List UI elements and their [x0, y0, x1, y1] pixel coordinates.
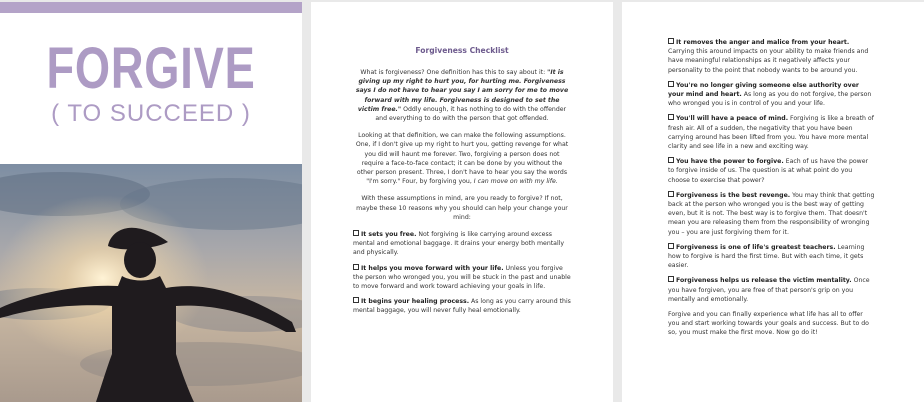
reason-text: Carrying this around impacts on your ability to make friends and have meaningful relationships as it negatively affects your personality to the point that nobody wants to be around you.	[668, 48, 869, 74]
reason-text: As long as you carry around this mental baggage, you will never fully heal emotionally.	[353, 298, 571, 315]
checkbox-icon[interactable]	[353, 297, 359, 303]
cover-top-band	[0, 2, 302, 13]
reason-text: Learning how to forgive is hard the first time. But with each time, it gets easier.	[668, 243, 865, 270]
reason-text: Unless you forgive the person who wronged you, you will be stuck in the past and unable to move forward and work toward achieving your goals in life.	[353, 264, 571, 291]
reason-item	[668, 157, 876, 185]
checkbox-icon[interactable]	[668, 243, 674, 249]
assumptions-text: Looking at that definition, we can make the following assumptions. One, if I don't give up my right to hurt you, getting revenge for what you did will haunt me forever. Two, forgiving a person does not require a face-to-face contact; it can be done by you without the other person present. Three, I don't have to hear you say the words "I'm sorry." Four, by forgiving you,	[355, 132, 569, 186]
reasons-intro: With these assumptions in mind, are you ready to forgive? If not, maybe these 10 reasons why you should can help your change your mind:	[356, 195, 568, 221]
checklist-heading: Forgiveness Checklist	[415, 46, 509, 55]
reason-item	[353, 297, 571, 315]
checklist-body-2	[668, 38, 876, 338]
reason-title: Forgiveness helps us release the victim mentality.	[676, 277, 852, 285]
reason-item	[668, 114, 876, 151]
checklist-page-1	[311, 2, 613, 402]
reason-title: You'll will have a peace of mind.	[676, 115, 789, 123]
checkbox-icon[interactable]	[668, 276, 674, 282]
intro-paragraph	[353, 68, 571, 123]
intro-quote: "It is giving up my right to hurt you, for hurting me. Forgiveness says I do not have to hear you say I am sorry for me to move forward with my life. Forgiveness is designed to set the victim free."	[355, 69, 569, 113]
checklist-body	[353, 68, 571, 322]
reason-item	[668, 191, 876, 237]
reason-item	[353, 264, 571, 292]
checkbox-icon[interactable]	[668, 191, 674, 197]
cover-page	[0, 2, 302, 402]
reason-item	[353, 230, 571, 258]
reason-title: It helps you move forward with your life.	[361, 264, 504, 272]
checklist-page-2	[622, 2, 924, 402]
intro-text-2: Oddly enough, it has nothing to do with the offender and everything to do with the person that got offended.	[375, 105, 567, 123]
checkbox-icon[interactable]	[668, 81, 674, 87]
checkbox-icon[interactable]	[353, 230, 359, 236]
reason-title: Forgiveness is one of life's greatest teachers.	[676, 243, 836, 251]
reason-item	[668, 81, 876, 109]
reason-title: You have the power to forgive.	[676, 158, 784, 166]
cover-title: FORGIVE	[46, 36, 256, 101]
checkbox-icon[interactable]	[353, 264, 359, 270]
reason-title: It sets you free.	[361, 231, 417, 239]
checkbox-icon[interactable]	[668, 114, 674, 120]
reason-text: Not forgiving is like carrying around excess mental and emotional baggage. It drains your energy both mentally and physically.	[353, 231, 565, 257]
reason-title: It begins your healing process.	[361, 298, 470, 306]
checkbox-icon[interactable]	[668, 38, 674, 44]
reason-text: You may think that getting back at the person who wronged you is the best way of getting even, but it is not. The best way is to forgive them. That doesn't mean you are releasing them from the responsibility of wronging you – you are just forgiving them for it.	[668, 191, 875, 236]
closing-paragraph: Forgive and you can finally experience what life has all to offer you and start working towards your goals and success. But to do so, you must make the first move. Now go do it!	[668, 311, 869, 337]
cover-photo	[0, 164, 302, 402]
reason-title: You're no longer giving someone else authority over your mind and heart.	[668, 81, 859, 99]
checkbox-icon[interactable]	[668, 157, 674, 163]
reason-text: Each of us have the power to forgive inside of us. The question is at what point do you choose to exercise that power?	[668, 158, 869, 184]
reason-text: As long as you do not forgive, the person who wronged you is in control of you and your life.	[668, 91, 872, 108]
reason-item	[668, 243, 876, 271]
reason-text: Forgiving is like a breath of fresh air. All of a sudden, the negativity that you have been carrying around has been lifted from you. You have more mental clarity and see life in a new and exciting way.	[668, 115, 874, 151]
reason-text: Once you have forgiven, you are free of that person's grip on you mentally and emotionally.	[668, 277, 870, 303]
cover-subtitle: ( TO SUCCEED )	[51, 100, 251, 127]
reason-item	[668, 38, 876, 75]
reason-title: Forgiveness is the best revenge.	[676, 191, 791, 199]
assumptions-paragraph	[353, 131, 571, 186]
assumptions-emphasis: I can move on with my life.	[473, 178, 558, 186]
intro-text: What is forgiveness? One definition has this to say about it:	[360, 69, 546, 76]
reason-title: It removes the anger and malice from your heart.	[676, 39, 850, 46]
reason-item	[668, 276, 876, 304]
